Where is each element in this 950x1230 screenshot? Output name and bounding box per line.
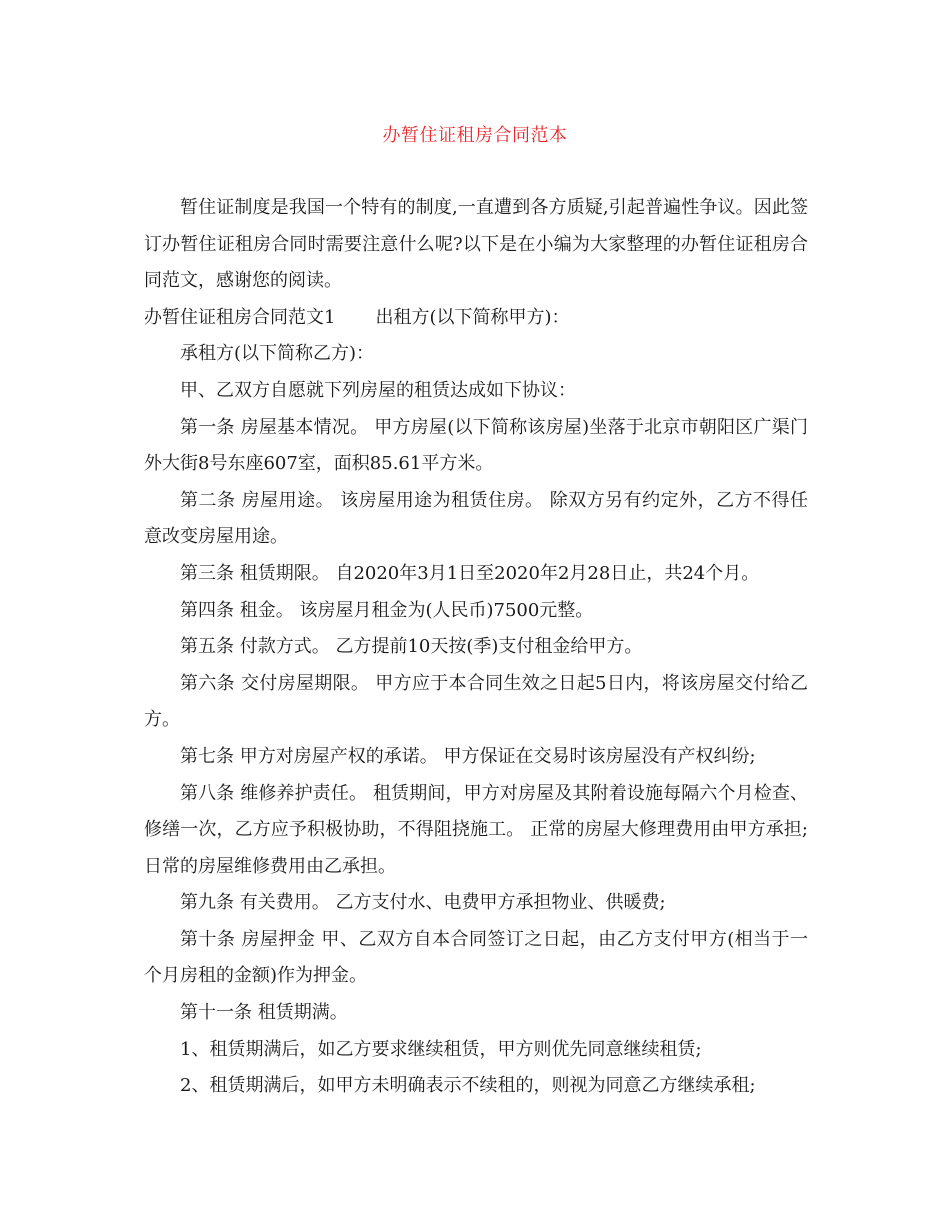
document-body bbox=[144, 190, 808, 1105]
lessor-label: 出租方(以下简称甲方)： bbox=[375, 306, 570, 328]
intro-paragraph: 暂住证制度是我国一个特有的制度,一直遭到各方质疑,引起普遍性争议。因此签订办暂住证租房合同时需要注意什么呢?以下是在小编为大家整理的办暂住证租房合同范文，感谢您的阅读。 bbox=[144, 197, 808, 292]
clause-6: 第六条 交付房屋期限。 甲方应于本合同生效之日起5日内，将该房屋交付给乙方。 bbox=[144, 672, 808, 731]
clause-2: 第二条 房屋用途。 该房屋用途为租赁住房。 除双方另有约定外，乙方不得任意改变房屋用途。 bbox=[144, 489, 808, 548]
section-heading: 办暂住证租房合同范文1 bbox=[144, 306, 336, 328]
clause-11: 第十一条 租赁期满。 bbox=[180, 1002, 348, 1024]
clause-9: 第九条 有关费用。 乙方支付水、电费甲方承担物业、供暖费; bbox=[180, 892, 666, 914]
clause-5: 第五条 付款方式。 乙方提前10天按(季)支付租金给甲方。 bbox=[180, 636, 643, 658]
document-title: 办暂住证租房合同范本 bbox=[382, 125, 568, 146]
clause-4: 第四条 租金。 该房屋月租金为(人民币)7500元整。 bbox=[180, 599, 594, 621]
clause-11-item-2: 2、租赁期满后，如甲方未明确表示不续租的，则视为同意乙方继续承租; bbox=[180, 1075, 756, 1097]
clause-10: 第十条 房屋押金 甲、乙双方自本合同签订之日起，由乙方支付甲方(相当于一个月房租的金额)作为押金。 bbox=[144, 928, 808, 987]
clause-3: 第三条 租赁期限。 自2020年3月1日至2020年2月28日止，共24个月。 bbox=[180, 562, 760, 584]
agreement-intro: 甲、乙双方自愿就下列房屋的租赁达成如下协议： bbox=[180, 379, 576, 401]
clause-11-item-1: 1、租赁期满后，如乙方要求继续租赁，甲方则优先同意继续租赁; bbox=[180, 1038, 702, 1060]
section-heading-line bbox=[144, 300, 808, 337]
clause-8: 第八条 维修养护责任。 租赁期间，甲方对房屋及其附着设施每隔六个月检查、修缮一次，乙方应予积极协助，不得阻挠施工。 正常的房屋大修理费用由甲方承担;日常的房屋维修费用由乙承担。 bbox=[144, 782, 808, 877]
clause-1: 第一条 房屋基本情况。 甲方房屋(以下简称该房屋)坐落于北京市朝阳区广渠门外大街8号东座607室，面积85.61平方米。 bbox=[144, 416, 808, 475]
clause-7: 第七条 甲方对房屋产权的承诺。 甲方保证在交易时该房屋没有产权纠纷; bbox=[180, 745, 756, 767]
lessee-label: 承租方(以下简称乙方)： bbox=[180, 343, 375, 365]
